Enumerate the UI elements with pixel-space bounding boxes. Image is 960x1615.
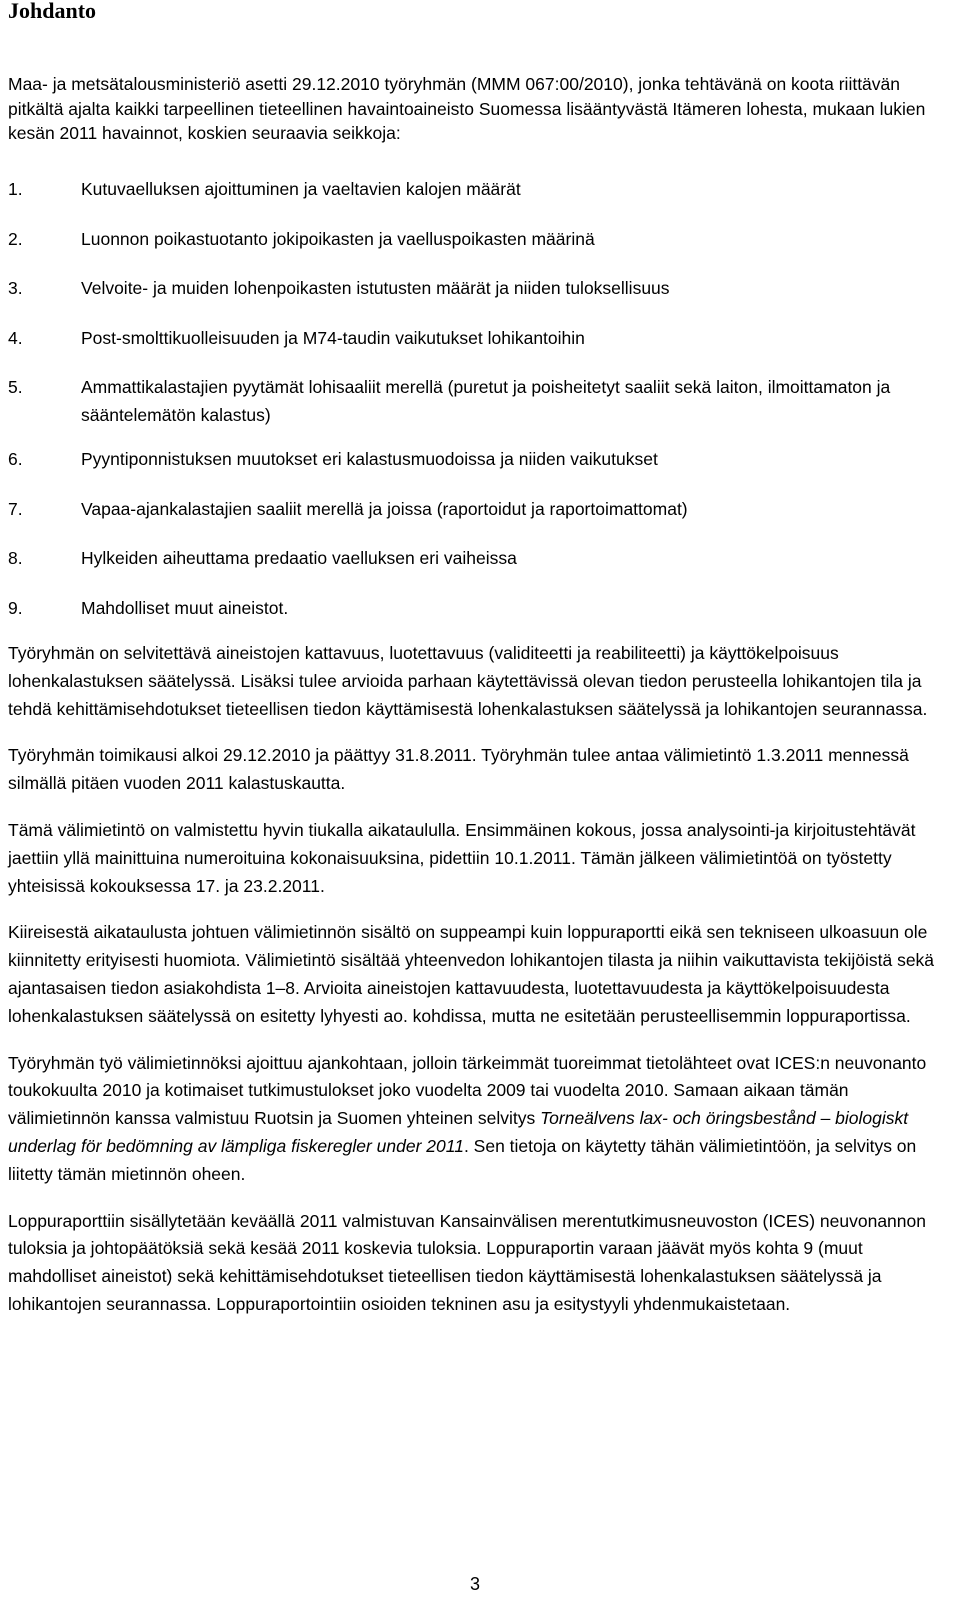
intro-paragraph: Maa- ja metsätalousministeriö asetti 29.12.2010 työryhmän (MMM 067:00/2010), jonka tehtävänä on koota riittävän pitkältä ajalta kaikki tarpeellinen tieteellinen havaintoaineisto Suomessa lisääntyvästä Itämeren lohesta, mukaan lukien kesän 2011 havainnot, koskien seuraavia seikkoja:: [8, 74, 926, 143]
paragraph-sources-text-end: . Sen tietoja on käytetty tähän välimietintöön, ja selvitys on liitetty tämän mietinnön oheen.: [8, 1135, 917, 1184]
page-number: 3: [470, 1574, 481, 1594]
list-item-text: Vapaa-ajankalastajien saaliit merellä ja joissa (raportoidut ja raportoimattomat): [81, 498, 688, 519]
list-item-number: 7.: [8, 498, 23, 519]
list-item-text: Hylkeiden aiheuttama predaatio vaelluksen eri vaiheissa: [81, 548, 517, 568]
paragraph-sources: [8, 1050, 948, 1189]
task-list: [8, 176, 948, 644]
list-item: [8, 374, 948, 429]
paragraph-mandate: Työryhmän on selvitettävä aineistojen kattavuus, luotettavuus (validiteetti ja reabiliteetti) ja käyttökelpoisuus lohenkalastuksen säätelyssä. Lisäksi tulee arvioida parhaan käytettävissä olevan tiedon perusteella lohikantojen tila ja tehdä kehittämisehdotukset tieteellisen tiedon käyttämisestä lohenkalastuksen säätelyssä ja lohikantojen seurannassa.: [8, 643, 928, 719]
list-item-number: 2.: [8, 228, 23, 249]
list-item-text: Ammattikalastajien pyytämät lohisaaliit merellä (puretut ja poisheitetyt saaliit sekä laiton, ilmoittamaton ja sääntelemätön kalastus): [81, 377, 891, 425]
report-title: Torneälvens lax- och öringsbestånd – biologiskt underlag för bedömning av lämpliga fiskeregler under 2011: [8, 1108, 909, 1156]
list-item-number: 9.: [8, 597, 23, 618]
paragraph-scope: Kiireisestä aikataulusta johtuen välimietinnön sisältö on suppeampi kuin loppuraportti eikä sen tekniseen ulkoasuun ole kiinnitetty erityisesti huomiota. Välimietintö sisältää yhteenvedon lohikantojen tilasta ja niihin vaikuttavista tekijöistä sekä ajantasaisen tiedon asiakohdista 1–8. Arvioita aineistojen kattavuudesta, luotettavuudesta ja käyttökelpoisuudesta lohenkalastuksen säätelyssä on esitetty lyhyesti ao. kohdissa, mutta ne esitetään perusteellisemmin loppuraportissa.: [8, 922, 935, 1026]
list-item-text: Kutuvaelluksen ajoittuminen ja vaeltavien kalojen määrät: [81, 179, 521, 199]
list-item-text: Post-smolttikuolleisuuden ja M74-taudin vaikutukset lohikantoihin: [81, 327, 585, 348]
list-item: [8, 545, 948, 573]
section-heading: Johdanto: [8, 0, 97, 23]
list-item-text: Luonnon poikastuotanto jokipoikasten ja vaelluspoikasten määrinä: [81, 228, 595, 249]
list-item-number: 5.: [8, 377, 23, 397]
list-item: [8, 446, 948, 474]
paragraph-term: Työryhmän toimikausi alkoi 29.12.2010 ja päättyy 31.8.2011. Työryhmän tulee antaa välimietintö 1.3.2011 mennessä silmällä pitäen vuoden 2011 kalastuskautta.: [8, 745, 909, 794]
list-item-text: Velvoite- ja muiden lohenpoikasten istutusten määrät ja niiden tuloksellisuus: [81, 278, 670, 298]
list-item: [8, 275, 948, 303]
list-item: [8, 496, 948, 524]
paragraph-final-report: Loppuraporttiin sisällytetään keväällä 2011 valmistuvan Kansainvälisen merentutkimusneuvoston (ICES) neuvonannon tuloksia ja johtopäätöksiä sekä kesää 2011 koskevia tuloksia. Loppuraportin varaan jäävät myös kohta 9 (muut mahdolliset aineistot) sekä kehittämisehdotukset tieteellisen tiedon käyttämisestä lohenkalastuksen säätelyssä ja lohikantojen seurannassa. Loppuraportointiin osioiden tekninen asu ja esitystyyli yhdenmukaistetaan.: [8, 1210, 926, 1314]
list-item: [8, 325, 948, 353]
list-item: [8, 226, 948, 254]
list-item-number: 6.: [8, 449, 23, 469]
list-item: [8, 595, 948, 623]
list-item-text: Pyyntiponnistuksen muutokset eri kalastusmuodoissa ja niiden vaikutukset: [81, 449, 658, 469]
list-item-text: Mahdolliset muut aineistot.: [81, 597, 289, 618]
paragraph-sources-text: Työryhmän työ välimietinnöksi ajoittuu ajankohtaan, jolloin tärkeimmät tuoreimmat tietolähteet ovat ICES:n neuvonanto toukokuulta 2010 ja kotimaiset tutkimustulokset joko vuodelta 2009 tai vuodelta 2010. Samaan aikaan tämän välimietinnön kanssa valmistuu Ruotsin ja Suomen yhteinen selvitys: [8, 1052, 927, 1129]
list-item: [8, 176, 948, 204]
list-item-number: 3.: [8, 278, 23, 298]
paragraph-schedule: Tämä välimietintö on valmistettu hyvin tiukalla aikataululla. Ensimmäinen kokous, jossa analysointi-ja kirjoitustehtävät jaettiin yllä mainittuina numeroituina kokonaisuuksina, pidettiin 10.1.2011. Tämän jälkeen välimietintöä on työstetty yhteisissä kokouksessa 17. ja 23.2.2011.: [8, 819, 916, 896]
body-text: [8, 640, 948, 1338]
list-item-number: 8.: [8, 548, 23, 568]
list-item-number: 1.: [8, 179, 23, 199]
list-item-number: 4.: [8, 327, 23, 348]
